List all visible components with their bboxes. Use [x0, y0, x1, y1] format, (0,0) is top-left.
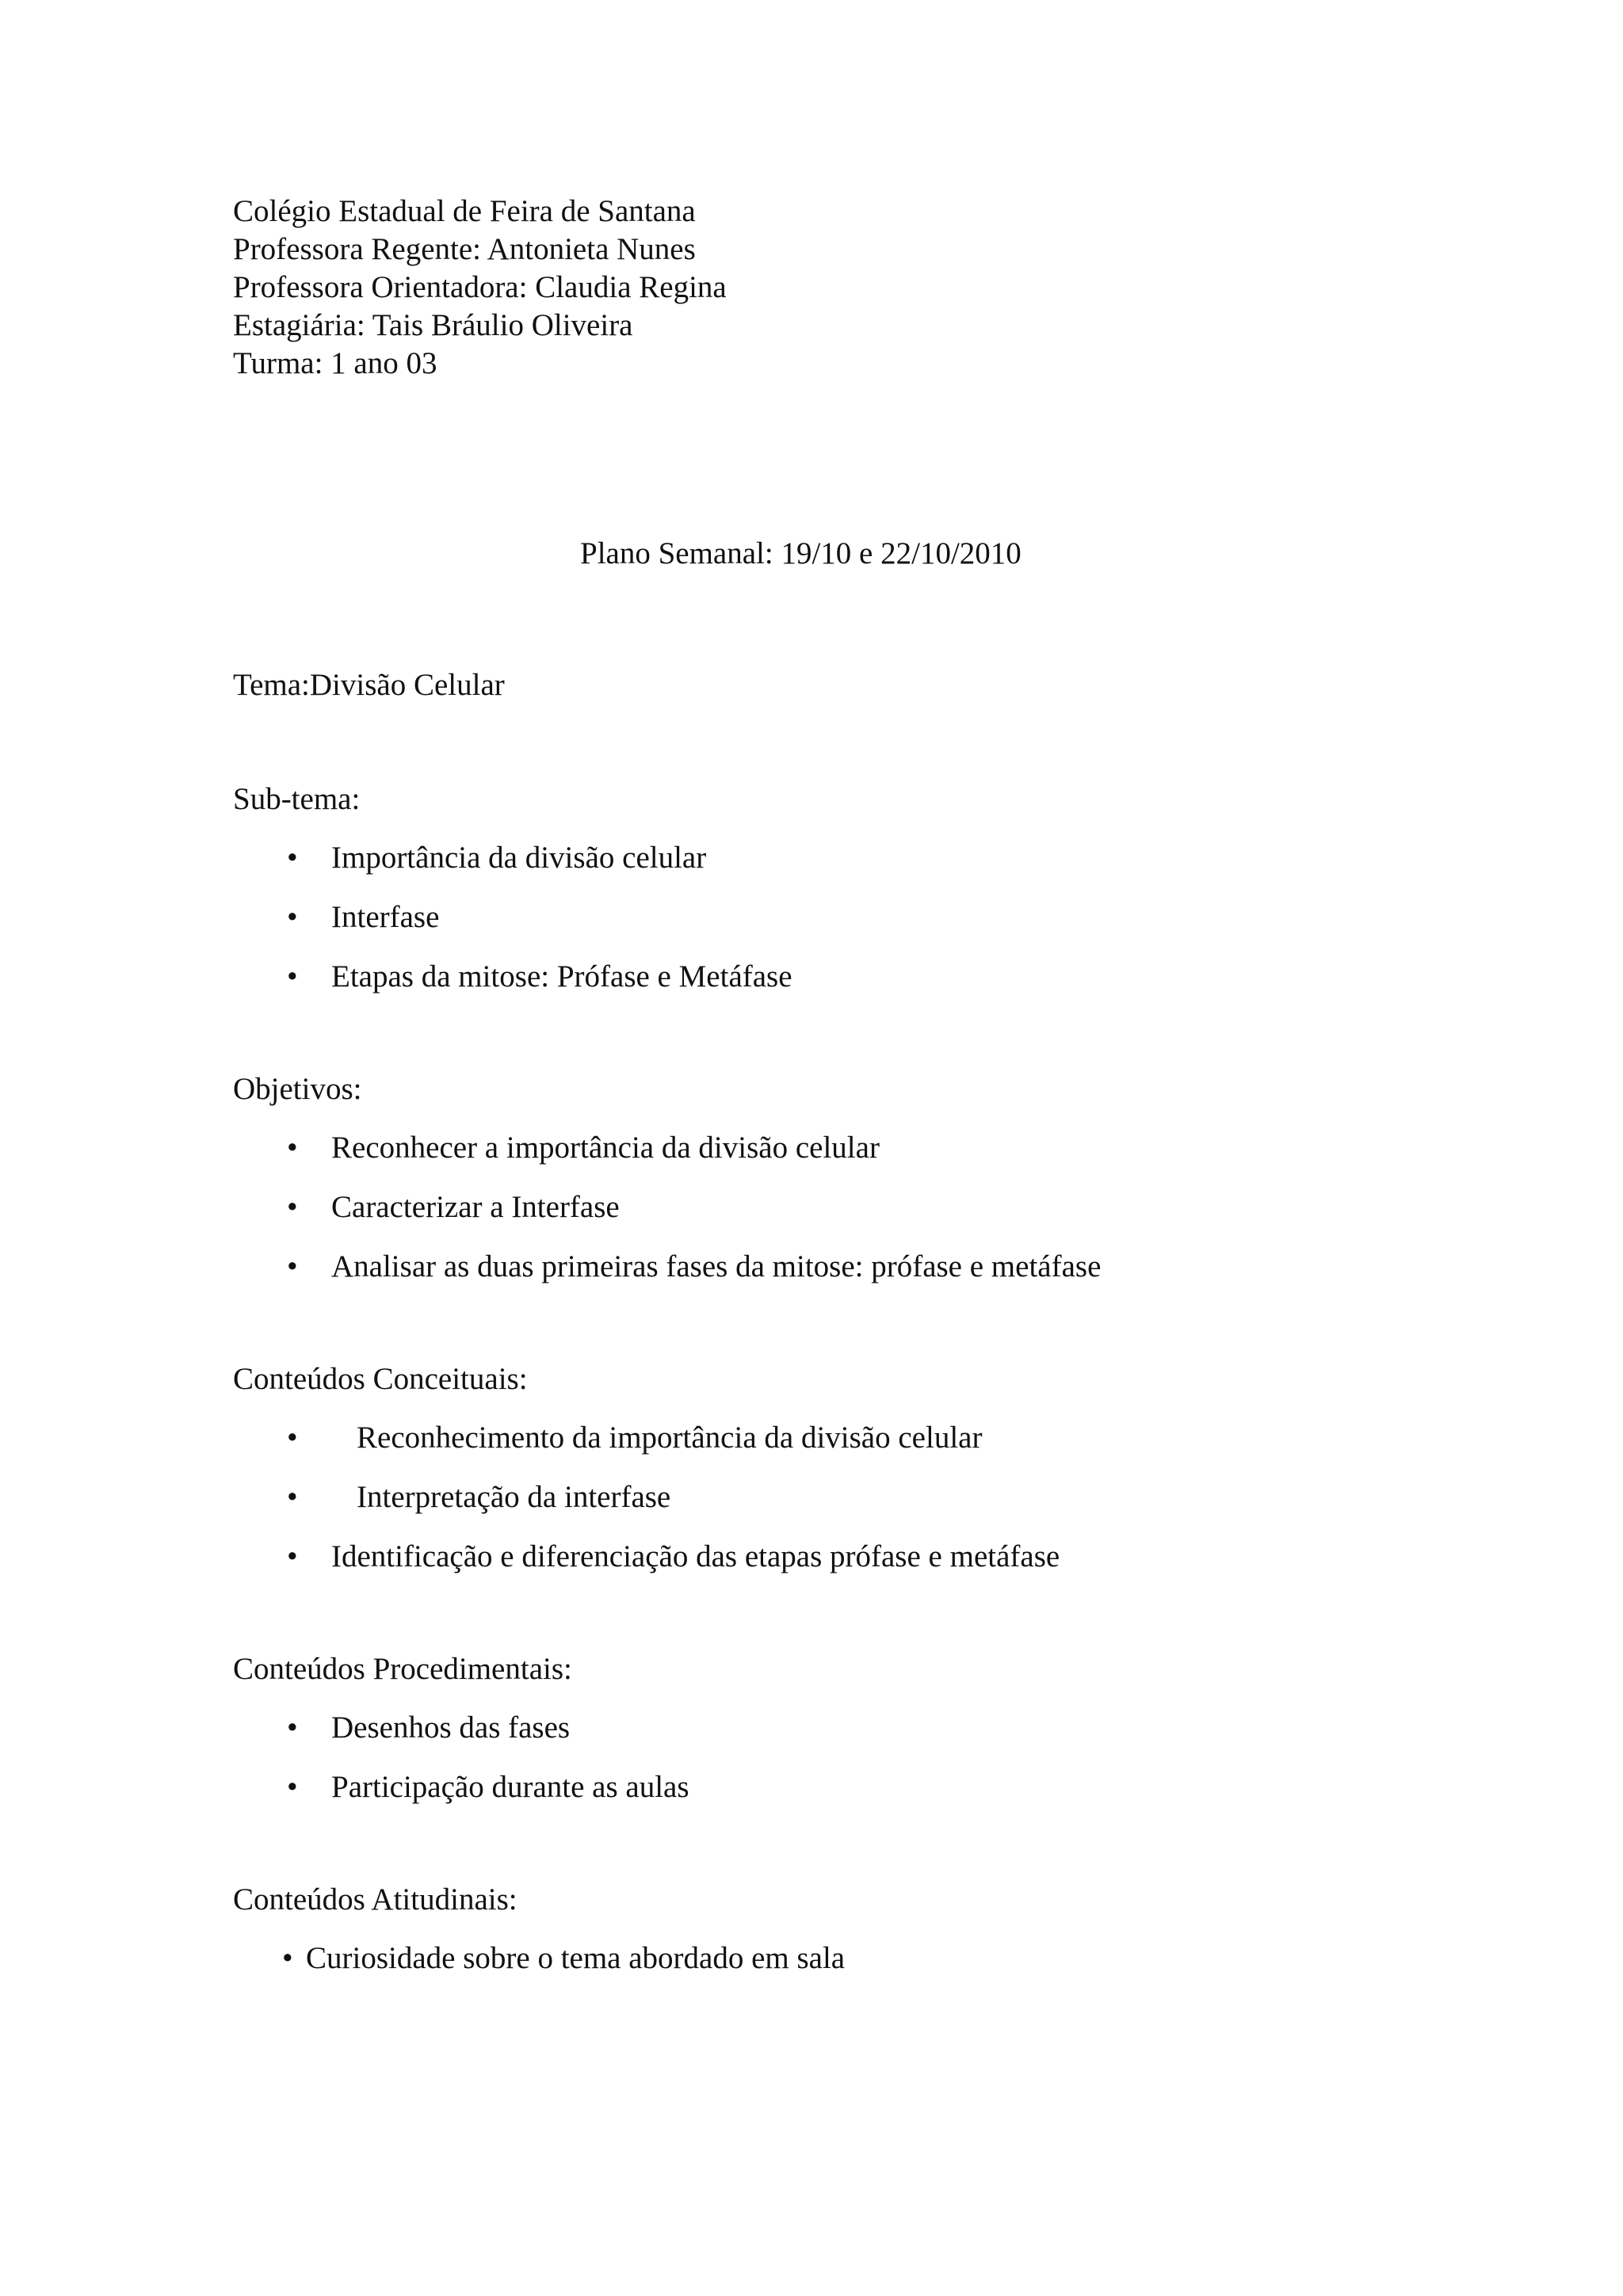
list-bullet: •: [287, 1131, 298, 1165]
class-info: Turma: 1 ano 03: [233, 346, 437, 380]
theme: Tema:Divisão Celular: [233, 668, 505, 702]
advisor-teacher: Professora Orientadora: Claudia Regina: [233, 270, 727, 304]
subtheme-heading: Sub-tema:: [233, 782, 361, 816]
list-bullet: •: [282, 1941, 293, 1975]
list-item: Identificação e diferenciação das etapas prófase e metáfase: [331, 1539, 1060, 1573]
intern-name: Estagiária: Tais Bráulio Oliveira: [233, 308, 633, 342]
list-item: Etapas da mitose: Prófase e Metáfase: [331, 959, 792, 994]
list-bullet: •: [287, 1190, 298, 1224]
plan-title: Plano Semanal: 19/10 e 22/10/2010: [580, 536, 1022, 570]
list-bullet: •: [287, 1770, 298, 1804]
conceptual-heading: Conteúdos Conceituais:: [233, 1362, 528, 1396]
list-item: Caracterizar a Interfase: [331, 1190, 620, 1224]
school-name: Colégio Estadual de Feira de Santana: [233, 194, 696, 228]
list-item: Curiosidade sobre o tema abordado em sala: [306, 1941, 846, 1975]
list-bullet: •: [287, 959, 298, 994]
list-bullet: •: [287, 1249, 298, 1283]
list-bullet: •: [287, 841, 298, 875]
list-bullet: •: [287, 900, 298, 934]
list-bullet: •: [287, 1711, 298, 1745]
regent-teacher: Professora Regente: Antonieta Nunes: [233, 232, 696, 266]
list-item: Importância da divisão celular: [331, 841, 707, 875]
list-item: Interfase: [331, 900, 440, 934]
list-item: Reconhecimento da importância da divisão celular: [357, 1421, 983, 1455]
procedural-heading: Conteúdos Procedimentais:: [233, 1652, 572, 1686]
list-item: Reconhecer a importância da divisão celular: [331, 1131, 880, 1165]
objectives-heading: Objetivos:: [233, 1072, 362, 1106]
list-item: Interpretação da interfase: [357, 1480, 671, 1514]
list-bullet: •: [287, 1480, 298, 1514]
list-item: Analisar as duas primeiras fases da mitose: prófase e metáfase: [331, 1249, 1102, 1283]
list-bullet: •: [287, 1421, 298, 1455]
attitudinal-heading: Conteúdos Atitudinais:: [233, 1882, 517, 1917]
list-item: Desenhos das fases: [331, 1711, 571, 1745]
list-item: Participação durante as aulas: [331, 1770, 689, 1804]
list-bullet: •: [287, 1539, 298, 1573]
